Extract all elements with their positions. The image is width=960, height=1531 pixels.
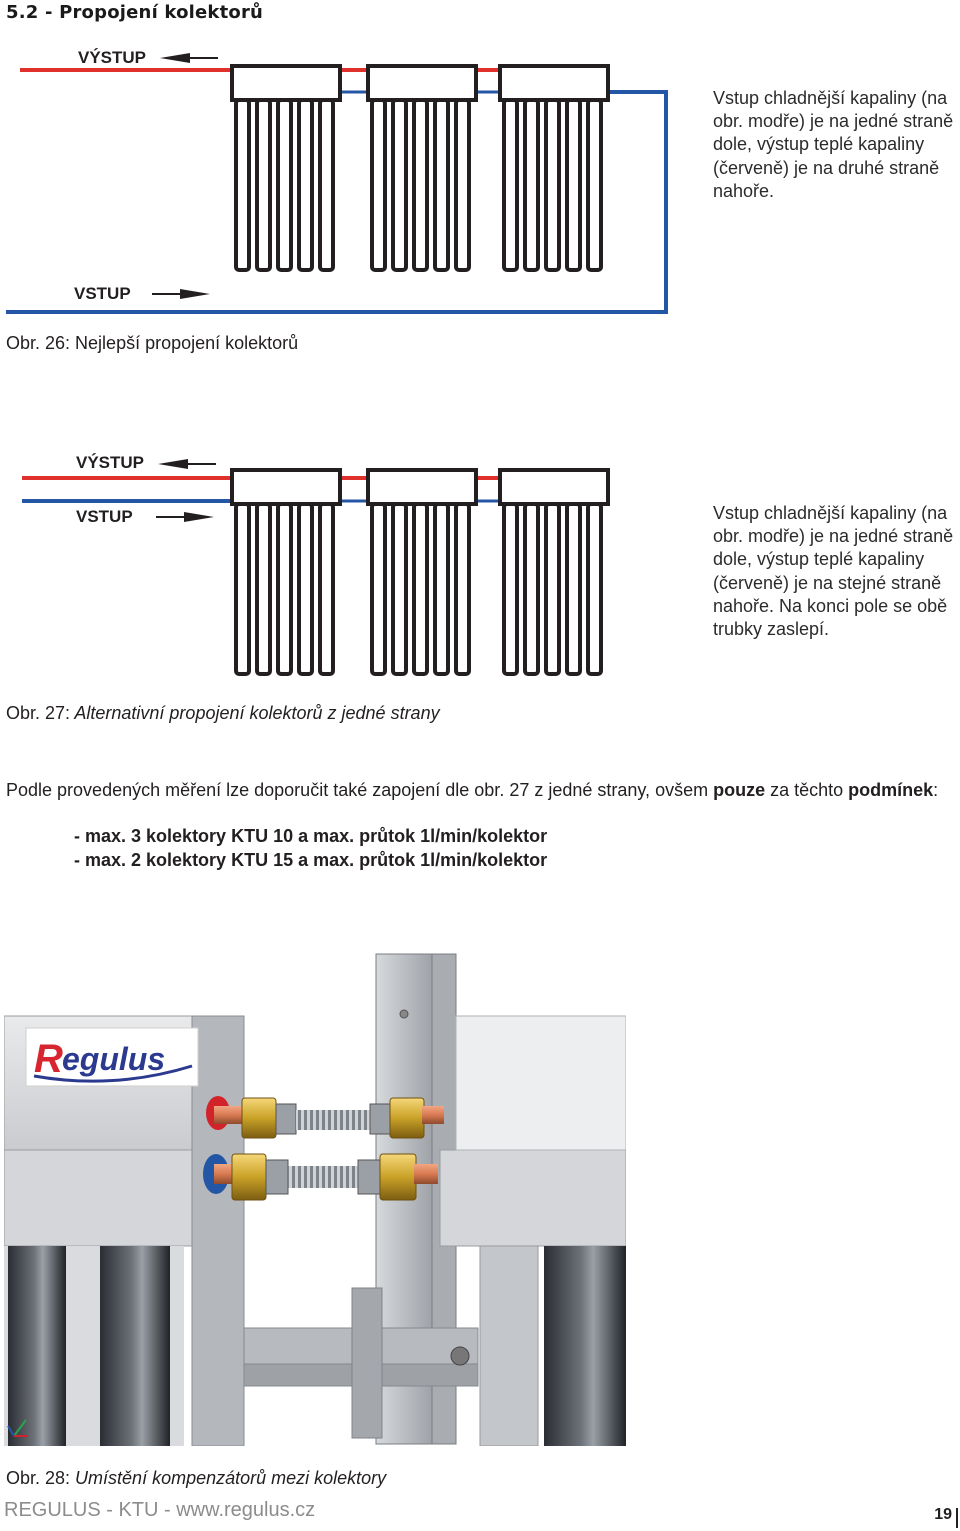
collector-header: [500, 470, 608, 504]
collector-tube: [414, 504, 427, 674]
fig28-caption-text: Umístění kompenzátorů mezi kolektory: [70, 1468, 387, 1488]
collector-tube: [372, 100, 385, 270]
fig26-caption: [6, 333, 298, 354]
fig27-output-label: VÝSTUP: [76, 453, 145, 472]
body-part3: :: [933, 780, 939, 800]
collector-tube: [320, 504, 333, 674]
collector-tube: [456, 504, 469, 674]
collector-tube: [525, 504, 538, 674]
page-number: 19: [934, 1506, 952, 1523]
condition-item: - max. 3 kolektory KTU 10 a max. průtok 1l/min/kolektor: [74, 826, 548, 846]
figure-27-diagram: [0, 446, 700, 686]
collector-tube: [257, 504, 270, 674]
collector-header: [232, 470, 340, 504]
figure-28-render: [4, 950, 626, 1446]
footer-text: REGULUS - KTU - www.regulus.cz: [4, 1499, 316, 1521]
collector-tube: [414, 100, 427, 270]
collector-tube: [435, 504, 448, 674]
collector-tube: [372, 504, 385, 674]
collector-tube: [525, 100, 538, 270]
fig28-caption-prefix: Obr. 28:: [6, 1468, 71, 1488]
collector-tube: [435, 100, 448, 270]
collector-tube: [320, 100, 333, 270]
fig28-caption: [6, 1468, 386, 1489]
body-bold-only: pouze: [713, 780, 766, 800]
condition-item: - max. 2 kolektory KTU 15 a max. průtok 1l/min/kolektor: [74, 850, 548, 870]
fig27-collectors: [232, 470, 608, 674]
fig27-caption-prefix: Obr. 27:: [6, 703, 71, 723]
collector-tube: [456, 100, 469, 270]
collector-tube: [546, 504, 559, 674]
fig26-description: Vstup chladnější kapaliny (na obr. modře) je na jedné straně dole, výstup teplé kapaliny (červeně) je na druhé straně nahoře.: [713, 88, 954, 201]
fig26-caption-text: Nejlepší propojení kolektorů: [70, 333, 299, 353]
collector-header: [232, 66, 340, 100]
collector-tube: [393, 100, 406, 270]
collector-header: [368, 66, 476, 100]
collector-tube: [588, 504, 601, 674]
collector-tube: [567, 100, 580, 270]
collector-tube: [278, 100, 291, 270]
collector-tube: [236, 100, 249, 270]
collector-tube: [299, 504, 312, 674]
collector-tube: [299, 100, 312, 270]
fig26-caption-prefix: Obr. 26:: [6, 333, 71, 353]
body-bold-conditions: podmínek: [848, 780, 934, 800]
fig27-caption: [6, 703, 440, 724]
section-title: 5.2 - Propojení kolektorů: [6, 2, 264, 23]
collector-header: [500, 66, 608, 100]
collector-tube: [567, 504, 580, 674]
fig27-input-label: VSTUP: [76, 507, 133, 526]
collector-tube: [393, 504, 406, 674]
page-number-bar: [956, 1508, 958, 1528]
fig27-caption-text: Alternativní propojení kolektorů z jedné strany: [70, 703, 440, 723]
figure-26-diagram: [0, 40, 700, 320]
fig26-output-label: VÝSTUP: [78, 48, 147, 67]
body-part2: za těchto: [765, 780, 849, 800]
collector-tube: [236, 504, 249, 674]
regulus-logo: [26, 1028, 198, 1086]
collector-tube: [278, 504, 291, 674]
fig26-input-label: VSTUP: [74, 284, 131, 303]
collector-tube: [504, 100, 517, 270]
collector-tube: [588, 100, 601, 270]
svg-text:R: R: [34, 1037, 63, 1081]
collector-tube: [257, 100, 270, 270]
fig26-collectors: [232, 66, 608, 270]
recommendation-paragraph: [6, 779, 946, 802]
body-part1: Podle provedených měření lze doporučit také zapojení dle obr. 27 z jedné strany, ovšem: [6, 780, 714, 800]
collector-tube: [546, 100, 559, 270]
collector-header: [368, 470, 476, 504]
collector-tube: [504, 504, 517, 674]
fig27-description: Vstup chladnější kapaliny (na obr. modře) je na jedné straně dole, výstup teplé kapaliny (červeně) je na stejné straně nahoře. Na konci pole se obě trubky zaslepí.: [713, 503, 954, 640]
svg-text:egulus: egulus: [62, 1041, 166, 1077]
